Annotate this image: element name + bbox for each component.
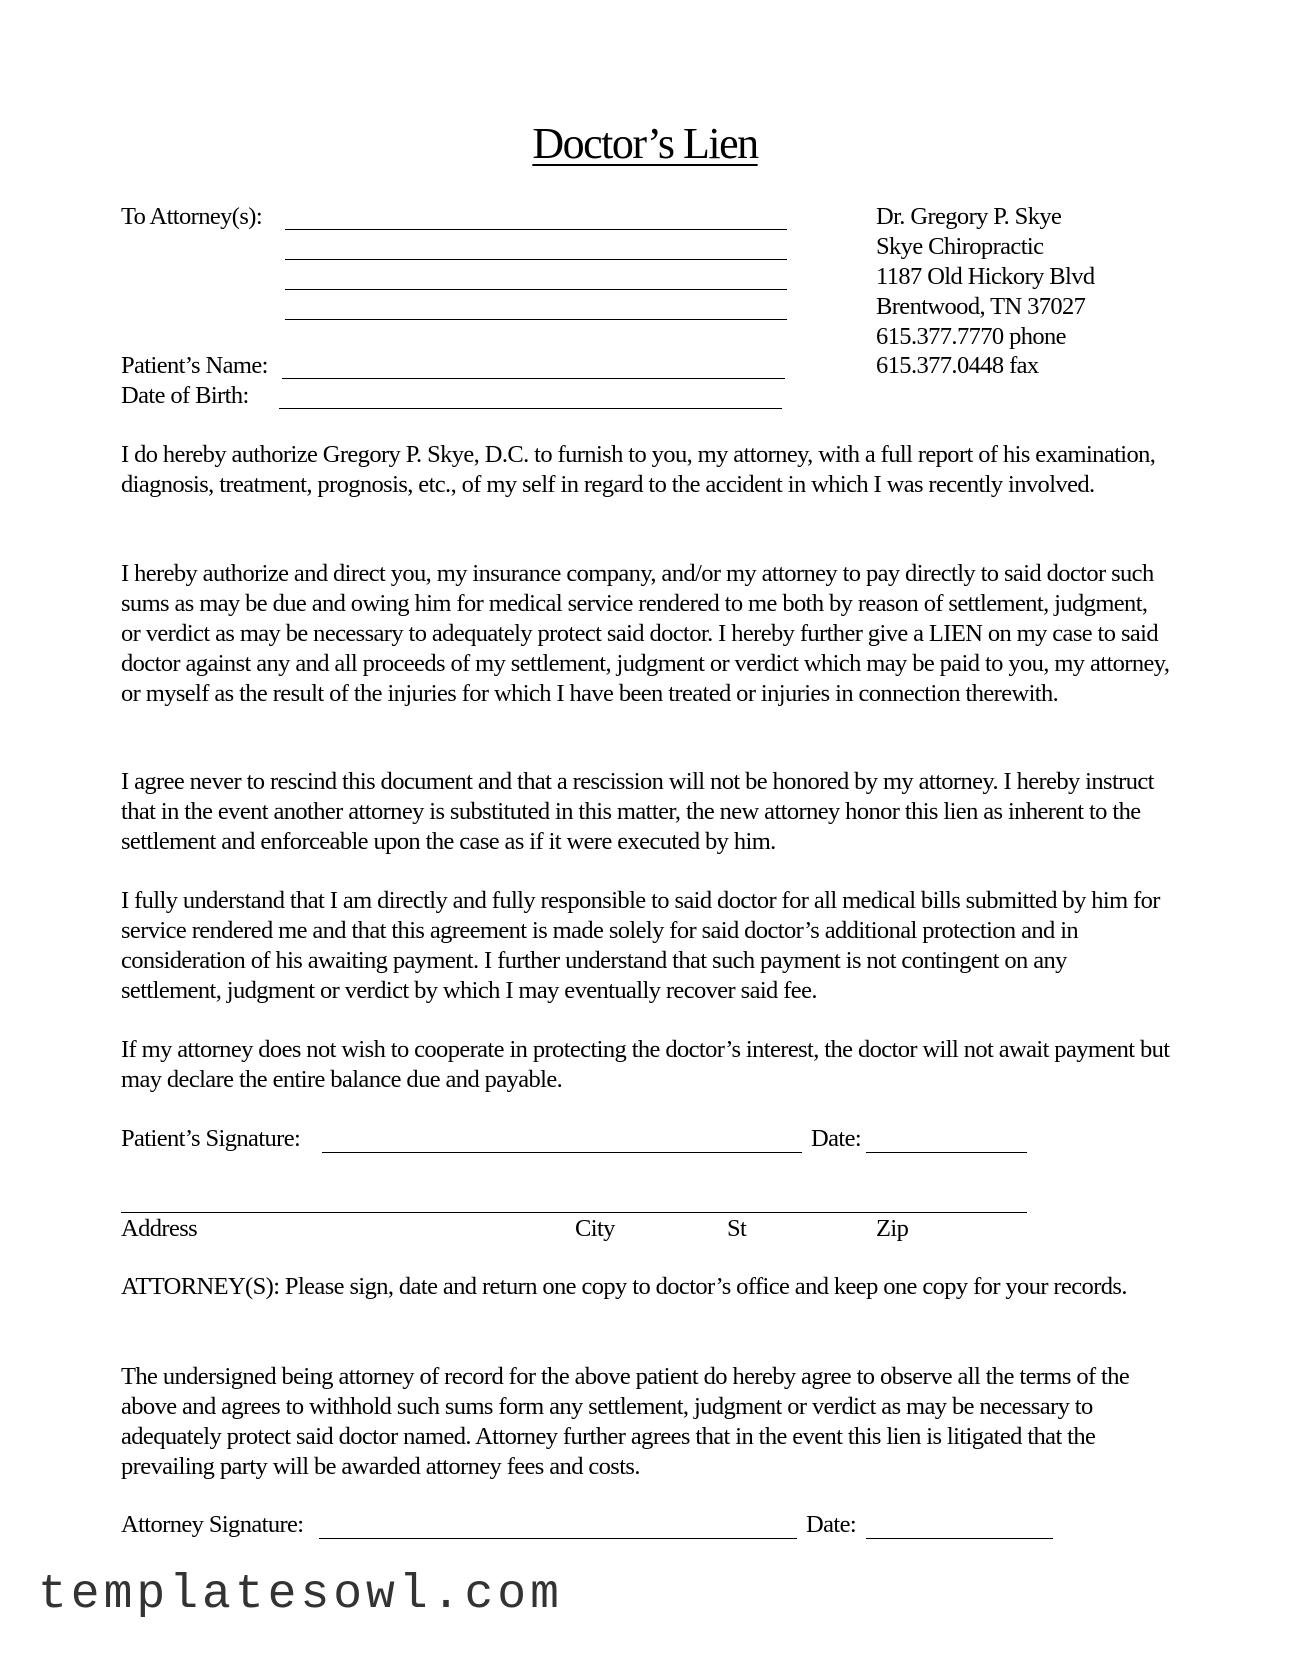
doctor-city-state-zip: Brentwood, TN 37027: [876, 293, 1086, 320]
address-line[interactable]: [121, 1212, 1027, 1213]
attorney-signature-line[interactable]: [319, 1538, 797, 1539]
attorney-line-3[interactable]: [285, 289, 787, 290]
paragraph-payment-lien: I hereby authorize and direct you, my insurance company, and/or my attorney to pay directly to said doctor such sums as may be due and owing him for medical service rendered to me both by reason of settlement, judgment, or verdict as may be necessary to adequately protect said doctor. I hereby further give a LIEN on my case to said doctor against any and all proceeds of my settlement, judgment or verdict which may be paid to you, my attorney, or myself as the result of the injuries for which I have been treated or injuries in connection therewith.: [121, 560, 1170, 707]
doctor-practice: Skye Chiropractic: [876, 233, 1044, 260]
state-label: St: [727, 1215, 747, 1242]
attorney-signature-label: Attorney Signature:: [121, 1511, 304, 1538]
doctor-name: Dr. Gregory P. Skye: [876, 203, 1062, 230]
to-attorneys-label: To Attorney(s):: [121, 203, 263, 230]
patient-name-label: Patient’s Name:: [121, 352, 268, 379]
patient-signature-line[interactable]: [322, 1152, 802, 1153]
patient-date-line[interactable]: [866, 1152, 1027, 1153]
attorney-date-line[interactable]: [866, 1538, 1053, 1539]
paragraph-attorney-agreement: The undersigned being attorney of record for the above patient do hereby agree to observe all the terms of the above and agrees to withhold such sums form any settlement, judgment or verdict as may be necessary to adequately protect said doctor named. Attorney further agrees that in the event this lien is litigated that the prevailing party will be awarded attorney fees and costs.: [121, 1363, 1130, 1480]
paragraph-cooperation: If my attorney does not wish to cooperate in protecting the doctor’s interest, the doctor will not await payment but may declare the entire balance due and payable.: [121, 1036, 1170, 1093]
address-label: Address: [121, 1215, 198, 1242]
dob-label: Date of Birth:: [121, 382, 249, 409]
attorney-date-label: Date:: [806, 1511, 857, 1538]
patient-date-label: Date:: [811, 1125, 862, 1152]
patient-name-line[interactable]: [282, 378, 785, 379]
doctor-street: 1187 Old Hickory Blvd: [876, 263, 1095, 290]
paragraph-attorney-instructions: ATTORNEY(S): Please sign, date and return one copy to doctor’s office and keep one copy for your records.: [121, 1273, 1127, 1300]
dob-line[interactable]: [279, 408, 782, 409]
attorney-line-2[interactable]: [285, 259, 787, 260]
paragraph-responsibility: I fully understand that I am directly and fully responsible to said doctor for all medical bills submitted by him for service rendered me and that this agreement is made solely for said doctor’s additional protection and in consideration of his awaiting payment. I further understand that such payment is not contingent on any settlement, judgment or verdict by which I may eventually recover said fee.: [121, 887, 1160, 1004]
paragraph-no-rescind: I agree never to rescind this document and that a rescission will not be honored by my attorney. I hereby instruct that in the event another attorney is substituted in this matter, the new attorney honor this lien as inherent to the settlement and enforceable upon the case as if it were executed by him.: [121, 768, 1154, 855]
paragraph-report-authorization: I do hereby authorize Gregory P. Skye, D.C. to furnish to you, my attorney, with a full report of his examination, diagnosis, treatment, prognosis, etc., of my self in regard to the accident in which I was recently involved.: [121, 441, 1156, 498]
watermark-text: templatesowl.com: [38, 1568, 563, 1622]
doctor-fax: 615.377.0448 fax: [876, 352, 1039, 379]
attorney-line-4[interactable]: [285, 319, 787, 320]
patient-signature-label: Patient’s Signature:: [121, 1125, 301, 1152]
attorney-line-1[interactable]: [285, 229, 787, 230]
doctor-phone: 615.377.7770 phone: [876, 323, 1066, 350]
zip-label: Zip: [876, 1215, 909, 1242]
city-label: City: [575, 1215, 615, 1242]
document-title: Doctor’s Lien: [532, 119, 758, 168]
